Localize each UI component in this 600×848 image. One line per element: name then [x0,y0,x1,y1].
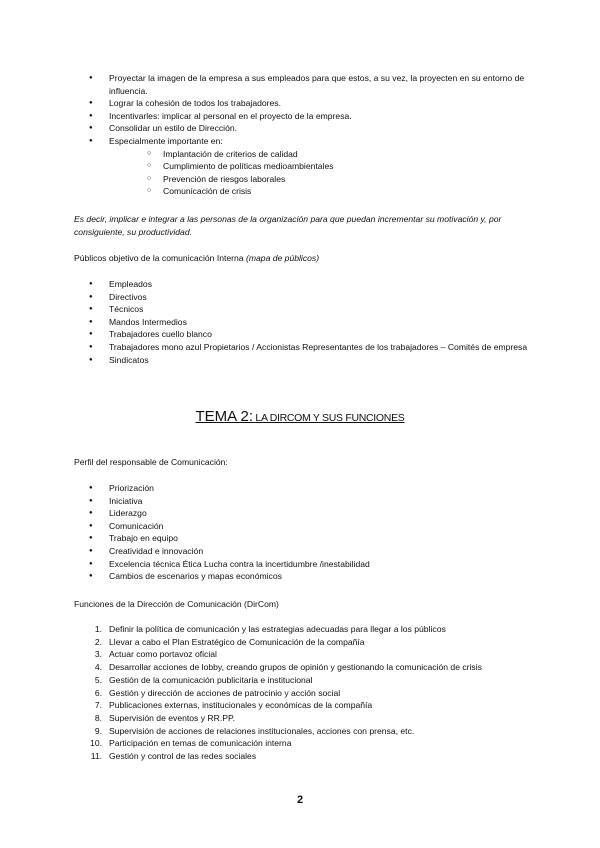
list-item: ● Lograr la cohesión de todos los trabajadores. [74,97,534,110]
item-text: Supervisión de acciones de relaciones institucionales, acciones con prensa, etc. [109,725,415,736]
list-item: ● Sindicatos [74,354,534,367]
sub-list-item: ○ Cumplimiento de políticas medioambientales [127,160,534,173]
section-heading [0,408,600,425]
profile-title: Perfil del responsable de Comunicación: [74,457,228,467]
list-item: ● Empleados [74,278,534,291]
item-number: 5. [94,674,102,685]
item-text: Publicaciones externas, institucionales y económicas de la compañía [109,700,373,711]
list-item [74,737,534,750]
sub-list-item: ○ Prevención de riesgos laborales [127,173,534,186]
list-item: ● Mandos Intermedios [74,316,534,329]
list-item: ● Consolidar un estilo de Dirección. [74,122,534,135]
sub-list-item: ○ Implantación de criterios de calidad [127,148,534,161]
list-item [74,636,534,649]
functions-title: Funciones de la Dirección de Comunicación (DirCom) [74,599,279,609]
item-number: 7. [94,700,102,711]
item-number: 6. [94,687,102,698]
item-number: 11. [90,751,102,762]
list-item [74,687,534,700]
item-text: Gestión y dirección de acciones de patrocinio y acción social [109,687,341,698]
list-item: ● Liderazgo [74,507,534,520]
sub-list-item: ○ Comunicación de crisis [127,185,534,198]
list-item [74,135,534,198]
list-item [74,674,534,687]
list-item: ● Incentivarles: implicar al personal en el proyecto de la empresa. [74,110,534,123]
sub-list [127,148,534,198]
list-item [74,648,534,661]
list-item: ● Directivos [74,291,534,304]
intro-list [74,72,534,198]
publics-title [74,252,534,265]
list-item [74,699,534,712]
list-item: ● Trabajadores cuello blanco [74,328,534,341]
heading-tema: TEMA 2: [195,408,254,425]
profile-list [74,482,534,583]
item-text: Gestión y control de las redes sociales [109,751,257,762]
publics-list [74,278,534,366]
item-number: 10. [90,738,102,749]
list-item: ● Trabajadores mono azul Propietarios / Accionistas Representantes de los trabajadores – Comités de empresa [74,341,534,354]
item-number: 9. [94,725,102,736]
list-item: ● Comunicación [74,520,534,533]
item-text: Gestión de la comunicación publicitaria e institucional [109,674,313,685]
list-item [74,712,534,725]
list-item: ● Proyectar la imagen de la empresa a sus empleados para que estos, a su vez, la proyecten en su entorno de influencia. [74,72,534,97]
list-item [74,750,534,763]
item-text: Llevar a cabo el Plan Estratégico de Comunicación de la compañía [109,636,365,647]
list-item [74,725,534,738]
page-number: 2 [296,794,304,806]
item-text: Participación en temas de comunicación interna [109,738,292,749]
list-item: ● Excelencia técnica Ética Lucha contra la incertidumbre /inestabilidad [74,558,534,571]
item-text: Definir la política de comunicación y las estrategias adecuadas para llegar a los públicos [109,624,446,634]
list-item: ● Creatividad e innovación [74,545,534,558]
publics-title-text: Públicos objetivo de la comunicación Interna [74,253,244,263]
item-number: 3. [94,649,102,660]
item-number: 8. [94,712,102,723]
list-item: ● Cambios de escenarios y mapas económicos [74,570,534,583]
summary-paragraph: Es decir, implicar e integrar a las personas de la organización para que puedan incrementar su motivación y, por consiguiente, su productividad. [74,214,502,237]
list-item [74,623,534,636]
list-item: ● Trabajo en equipo [74,532,534,545]
list-item: ● Iniciativa [74,495,534,508]
functions-list [74,623,534,763]
item-text: Supervisión de eventos y RR.PP. [109,712,235,723]
list-item [74,661,534,674]
list-item-label: Especialmente importante en: [109,135,223,146]
item-number: 4. [94,662,102,673]
publics-title-italic: (mapa de públicos) [245,253,320,263]
item-text: Desarrollar acciones de lobby, creando grupos de opinión y gestionando la comunicación de crisis [109,662,482,673]
list-item: ● Técnicos [74,303,534,316]
list-item: ● Priorización [74,482,534,495]
heading-title: LA DIRCOM Y SUS FUNCIONES [255,412,405,424]
item-text: Actuar como portavoz oficial [109,649,217,660]
item-number: 2. [94,636,102,647]
item-number: 1. [94,624,102,634]
